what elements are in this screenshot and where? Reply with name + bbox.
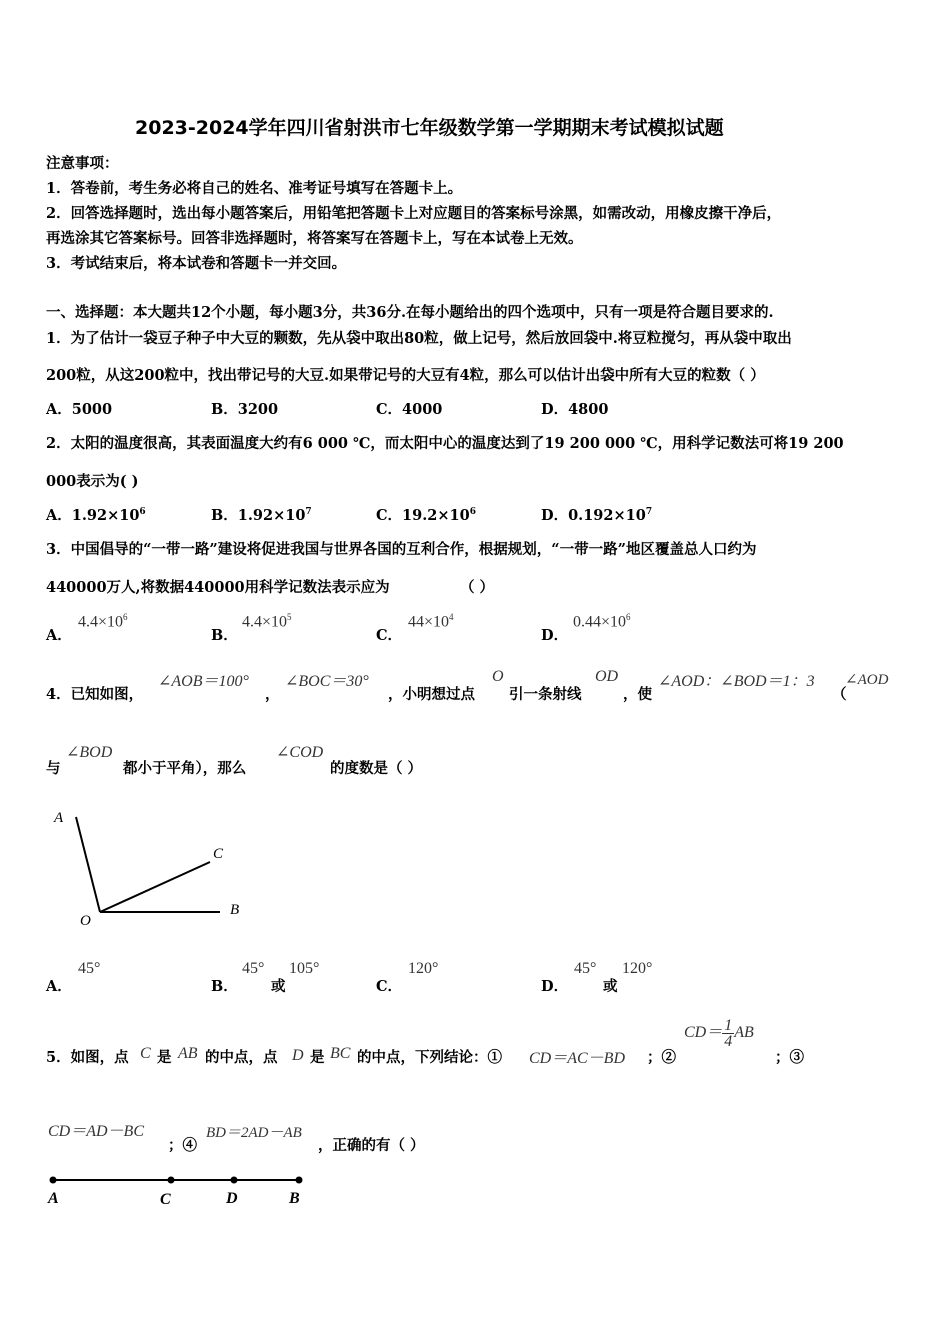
q3-option-c-label: C．	[376, 627, 403, 644]
label-a: A	[48, 1190, 59, 1207]
q4-angle-aob: ∠AOB＝100°	[158, 673, 249, 690]
label-b: B	[230, 902, 240, 918]
q2-option-c: C．$19.2\times 10^6$	[376, 507, 476, 524]
notice-heading: 注意事项：	[46, 155, 119, 172]
q3-option-a-label: A．	[46, 627, 72, 644]
q4-option-d-value-2: 120°	[622, 960, 653, 977]
q5-text-1: 是	[157, 1049, 172, 1066]
q4-angle-boc: ∠BOC＝30°	[285, 673, 369, 690]
q4-line2-text-1: 与	[46, 760, 61, 777]
q3-option-d-value: $0.44\times 10^6$	[573, 612, 631, 631]
q5-text-7: ；④	[168, 1137, 197, 1154]
q5-point-c: C	[140, 1045, 151, 1062]
notice-item-3: 3．考试结束后，将本试卷和答题卡一并交回。	[46, 255, 347, 272]
q1-option-d: D．4800	[541, 401, 609, 418]
q5-text-4: 的中点，下列结论：①	[357, 1049, 502, 1066]
dot-b	[296, 1177, 303, 1184]
q5-segment-ab: AB	[178, 1045, 198, 1062]
q4-ray-od: OD	[595, 668, 619, 685]
dot-c	[168, 1177, 175, 1184]
q4-option-b-label: B．	[211, 978, 238, 995]
q4-text-3: ，使	[623, 686, 652, 703]
q4-text-1: ，小明想过点	[388, 686, 475, 703]
dot-a	[50, 1177, 57, 1184]
q4-option-d-value-1: 45°	[574, 960, 597, 977]
notice-item-1: 1．答卷前，考生务必将自己的姓名、准考证号填写在答题卡上。	[46, 180, 463, 197]
q4-comma: ，	[265, 686, 280, 703]
q4-prefix: 4．已知如图，	[46, 686, 144, 703]
q4-ratio: ∠AOD：∠BOD＝1：3	[658, 673, 815, 690]
q4-point-o: O	[492, 668, 504, 685]
label-d: D	[226, 1190, 238, 1207]
q4-option-b-value-2: 105°	[289, 960, 320, 977]
q4-angle-bod: ∠BOD	[66, 744, 113, 761]
q2-option-d: D．$0.192\times 10^7$	[541, 507, 653, 524]
q4-option-a-label: A．	[46, 978, 72, 995]
q5-conclusion-1: CD＝AC－BD	[529, 1050, 626, 1067]
q2-option-b: B．$1.92\times 10^7$	[211, 507, 312, 524]
q3-option-b-value: $4.4\times 10^5$	[242, 612, 292, 631]
notice-item-2: 2．回答选择题时，选出每小题答案后，用铅笔把答题卡上对应题目的答案标号涂黑，如需改动，用橡皮擦干净后，	[46, 205, 782, 222]
page-title: 2023-2024学年四川省射洪市七年级数学第一学期期末考试模拟试题	[135, 117, 724, 139]
ray-oa	[76, 817, 100, 912]
q5-text-6: ；③	[775, 1049, 804, 1066]
q4-angle-figure	[40, 800, 260, 935]
q4-text-2: 引一条射线	[509, 686, 582, 703]
q5-point-d: D	[292, 1047, 304, 1064]
q5-conclusion-2: CD＝ $\frac{1}{4}$ AB	[684, 1017, 754, 1050]
label-a: A	[54, 810, 64, 826]
q4-angle-aod: ∠AOD	[845, 672, 889, 688]
q2-option-a: A．$1.92\times 10^6$	[46, 507, 146, 524]
q3-option-c-value: $44\times 10^4$	[408, 612, 454, 631]
q4-option-b-or: 或	[271, 978, 286, 995]
q1-stem-line2: 200粒，从这200粒中，找出带记号的大豆.如果带记号的大豆有4粒，那么可以估计出袋中所有大豆的粒数（ ）	[46, 367, 765, 384]
fraction-quarter: $\frac{1}{4}$	[724, 1017, 733, 1050]
q4-option-a-value: 45°	[78, 960, 101, 977]
q5-segment-bc: BC	[330, 1045, 351, 1062]
q5-segment-figure	[40, 1168, 320, 1213]
q1-option-c: C．4000	[376, 401, 443, 418]
q5-text-3: 是	[310, 1049, 325, 1066]
q4-option-c-value: 120°	[408, 960, 439, 977]
label-c: C	[160, 1191, 171, 1208]
q3-option-d-label: D．	[541, 627, 569, 644]
q1-option-a: A．5000	[46, 401, 113, 418]
q4-option-c-label: C．	[376, 978, 403, 995]
q5-prefix: 5．如图，点	[46, 1049, 129, 1066]
q2-stem-line2: 000表示为( )	[46, 473, 139, 490]
q5-text-2: 的中点，点	[205, 1049, 278, 1066]
q1-stem-line1: 1．为了估计一袋豆子种子中大豆的颗数，先从袋中取出80粒，做上记号，然后放回袋中.将豆粒搅匀，再从袋中取出	[46, 330, 792, 347]
label-b: B	[289, 1190, 300, 1207]
q4-option-b-value-1: 45°	[242, 960, 265, 977]
q4-option-d-or: 或	[603, 978, 618, 995]
q1-option-b: B．3200	[211, 401, 279, 418]
q3-option-b-label: B．	[211, 627, 238, 644]
q4-paren-open: （	[832, 686, 847, 703]
q5-text-8: ，正确的有（ ）	[318, 1137, 425, 1154]
q3-stem-line2: 440000万人,将数据440000用科学记数法表示应为	[46, 579, 390, 596]
dot-d	[231, 1177, 238, 1184]
q2-stem-line1: 2．太阳的温度很高，其表面温度大约有6 000 ℃，而太阳中心的温度达到了19 200 000 ℃，用科学记数法可将19 200	[46, 435, 844, 452]
q3-stem-line1: 3．中国倡导的“一带一路”建设将促进我国与世界各国的互利合作，根据规划，“一带一路”地区覆盖总人口约为	[46, 541, 757, 558]
q4-option-d-label: D．	[541, 978, 569, 995]
q3-option-a-value: $4.4\times 10^6$	[78, 612, 128, 631]
section-heading: 一、选择题：本大题共12个小题，每小题3分，共36分.在每小题给出的四个选项中，只有一项是符合题目要求的.	[46, 304, 774, 321]
q4-angle-cod: ∠COD	[276, 744, 324, 761]
label-o: O	[80, 913, 91, 929]
q5-conclusion-3: CD＝AD－BC	[48, 1123, 145, 1140]
q5-conclusion-4: BD＝2AD－AB	[206, 1125, 302, 1141]
q4-line2-text-2: 都小于平角），那么	[123, 760, 247, 777]
notice-item-2-cont: 再选涂其它答案标号。回答非选择题时，将答案写在答题卡上，写在本试卷上无效。	[46, 230, 583, 247]
q5-text-5: ；②	[647, 1049, 676, 1066]
q4-line2-text-3: 的度数是（ ）	[330, 760, 423, 777]
q3-answer-paren: （ ）	[460, 579, 495, 596]
label-c: C	[213, 846, 224, 862]
ray-oc	[100, 862, 210, 912]
